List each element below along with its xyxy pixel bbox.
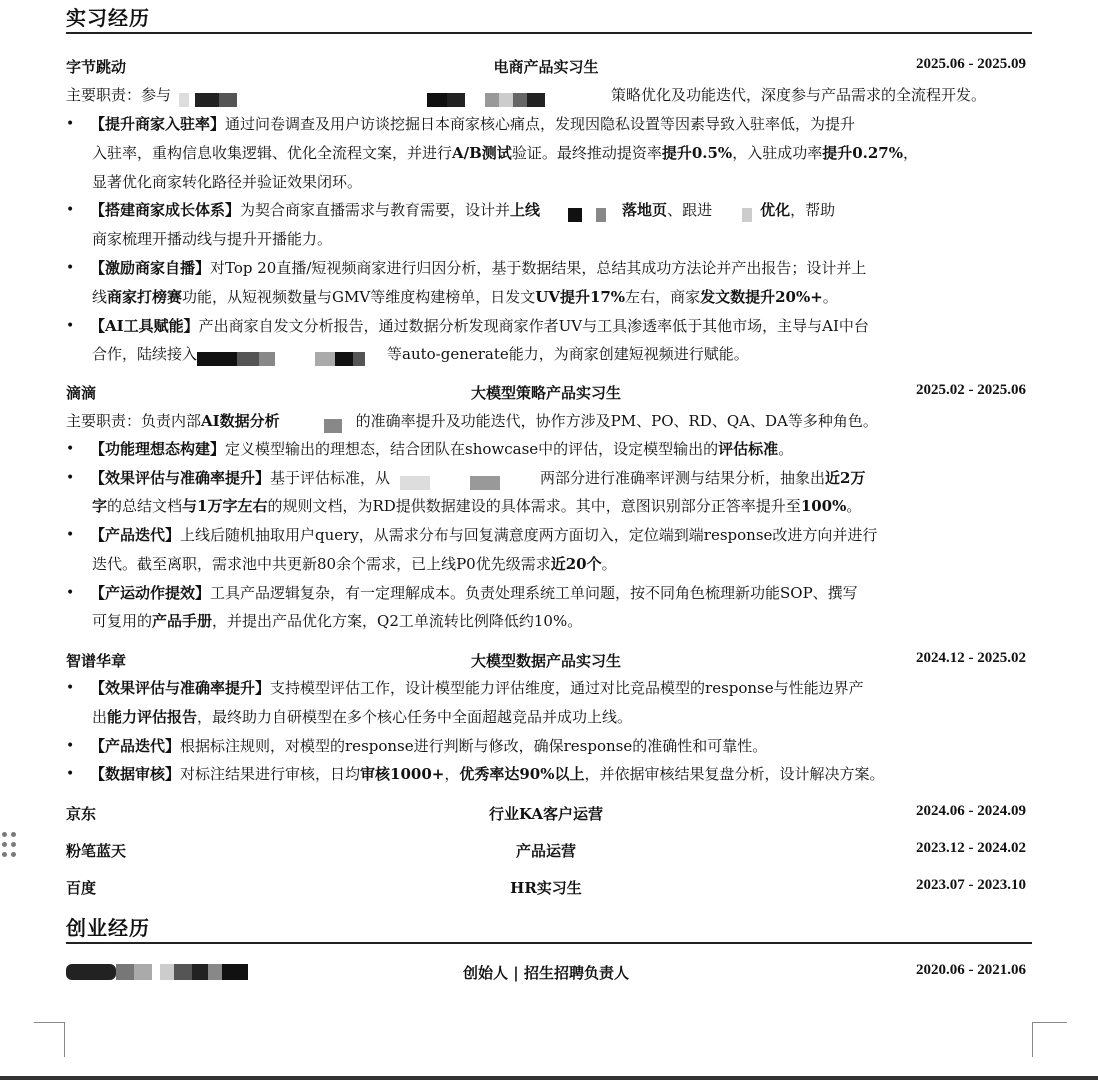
job-role: 电商产品实习生 — [493, 58, 599, 76]
page-corner-mark — [34, 1022, 65, 1057]
bullet-dot: • — [66, 318, 75, 334]
bullet-line: 入驻率，重构信息收集逻辑、优化全流程文案，并进行A/B测试验证。最终推动提资率提升0.5%，入驻成功率提升0.27%， — [92, 144, 919, 162]
bullet-dot: • — [66, 260, 75, 276]
job-role: 创始人 | 招生招聘负责人 — [463, 964, 629, 982]
bullet-line: 商家梳理开播动线与提升开播能力。 — [92, 230, 333, 248]
redaction-block — [390, 471, 540, 487]
job-header-startup — [66, 962, 1026, 984]
job-role: 大模型数据产品实习生 — [470, 652, 621, 670]
company-name: 京东 — [66, 805, 97, 823]
bullet-line: 【产品迭代】根据标注规则，对模型的response进行判断与修改，确保response的准确性和可靠性。 — [90, 737, 768, 755]
redaction-block — [712, 203, 760, 219]
company-name: 百度 — [66, 879, 97, 897]
bullet-line: 【功能理想态构建】定义模型输出的理想态，结合团队在showcase中的评估，设定模型输出的评估标准。 — [90, 440, 794, 458]
bullet-line: 【AI工具赋能】产出商家自发文分析报告，通过数据分析发现商家作者UV与工具渗透率低于其他市场，主导与AI中台 — [90, 317, 869, 335]
job-header-jd — [66, 803, 1026, 825]
bullet-dot: • — [66, 585, 75, 601]
page-corner-mark — [1032, 1022, 1067, 1057]
section-title-text: 创业经历 — [66, 912, 150, 941]
bullet-dot: • — [66, 470, 75, 486]
job-date: 2020.06 - 2021.06 — [916, 962, 1026, 978]
bullet-line: 可复用的产品手册，并提出产品优化方案，Q2工单流转比例降低约10%。 — [92, 612, 583, 630]
bullet-dot: • — [66, 527, 75, 543]
redaction-block — [171, 88, 611, 104]
bullet-line: 【提升商家入驻率】通过问卷调查及用户访谈挖掘日本商家核心痛点，发现因隐私设置等因素导致入驻率低，为提升 — [90, 115, 856, 133]
redaction-block — [280, 414, 356, 430]
bullet-dot: • — [66, 680, 75, 696]
section-title-internship — [66, 4, 1032, 34]
company-name: 粉笔蓝天 — [66, 842, 127, 860]
section-title-text: 实习经历 — [66, 2, 150, 31]
bottom-bar — [0, 1076, 1098, 1080]
bullet-line: 【搭建商家成长体系】为契合商家直播需求与教育需要，设计并上线 落地页、跟进 优化，帮助 — [90, 198, 1034, 222]
bullet-line: 【效果评估与准确率提升】支持模型评估工作，设计模型能力评估维度，通过对比竞品模型的response与性能边界产 — [90, 679, 864, 697]
job-header-didi — [66, 382, 1026, 404]
bullet-dot: • — [66, 738, 75, 754]
job-date: 2025.06 - 2025.09 — [916, 56, 1026, 72]
job-role: 产品运营 — [515, 842, 576, 860]
bullet-dot: • — [66, 116, 75, 132]
job-header-bytedance — [66, 56, 1026, 78]
bullet-line: 出能力评估报告，最终助力自研模型在多个核心任务中全面超越竞品并成功上线。 — [92, 708, 633, 726]
job-duty: 主要职责：负责内部AI数据分析 的准确率提升及功能迭代，协作方涉及PM、PO、RD、QA、DA等多种角色。 — [66, 409, 1034, 433]
bullet-line: 【效果评估与准确率提升】基于评估标准，从 两部分进行准确率评测与结果分析，抽象出近2万 — [90, 466, 1034, 490]
company-name: 智谱华章 — [66, 652, 127, 670]
bullet-line: 显著优化商家转化路径并验证效果闭环。 — [92, 173, 363, 191]
bullet-line: 合作，陆续接入 等auto-generate能力，为商家创建短视频进行赋能。 — [92, 342, 1034, 366]
job-role: 大模型策略产品实习生 — [470, 384, 621, 402]
job-date: 2025.02 - 2025.06 — [916, 382, 1026, 398]
job-header-fenbi — [66, 840, 1026, 862]
bullet-line: 字的总结文档与1万字左右的规则文档，为RD提供数据建设的具体需求。其中，意图识别部分正答率提升至100%。 — [92, 497, 862, 515]
section-title-startup — [66, 914, 1032, 944]
job-date: 2023.07 - 2023.10 — [916, 877, 1026, 893]
bullet-line: 【数据审核】对标注结果进行审核，日均审核1000+，优秀率达90%以上，并依据审核结果复盘分析，设计解决方案。 — [90, 765, 885, 783]
job-role: 行业KA客户运营 — [488, 805, 604, 823]
company-name: 滴滴 — [66, 384, 97, 402]
bullet-dot: • — [66, 202, 75, 218]
redaction-block — [540, 203, 622, 219]
job-date: 2024.12 - 2025.02 — [916, 650, 1026, 666]
redaction-block — [197, 347, 387, 363]
job-header-zhipu — [66, 650, 1026, 672]
bullet-line: 【产运动作提效】工具产品逻辑复杂，有一定理解成本。负责处理系统工单问题，按不同角色梳理新功能SOP、撰写 — [90, 584, 858, 602]
bullet-line: 【产品迭代】上线后随机抽取用户query，从需求分布与回复满意度两方面切入，定位端到端response改进方向并进行 — [90, 526, 878, 544]
bullet-dot: • — [66, 766, 75, 782]
job-date: 2024.06 - 2024.09 — [916, 803, 1026, 819]
bullet-line: 【激励商家自播】对Top 20直播/短视频商家进行归因分析，基于数据结果，总结其成功方法论并产出报告；设计并上 — [90, 259, 867, 277]
bullet-line: 线商家打榜赛功能，从短视频数量与GMV等维度构建榜单，日发文UV提升17%左右，商家发文数提升20%+。 — [92, 288, 838, 306]
company-name: 字节跳动 — [66, 58, 127, 76]
bullet-dot: • — [66, 441, 75, 457]
bullet-line: 迭代。截至离职，需求池中共更新80余个需求，已上线P0优先级需求近20个。 — [92, 555, 617, 573]
drag-handle-icon[interactable] — [2, 832, 20, 862]
job-date: 2023.12 - 2024.02 — [916, 840, 1026, 856]
job-duty: 主要职责：参与 策略优化及功能迭代，深度参与产品需求的全流程开发。 — [66, 83, 1034, 107]
job-header-baidu — [66, 877, 1026, 899]
job-role: HR实习生 — [510, 879, 582, 897]
